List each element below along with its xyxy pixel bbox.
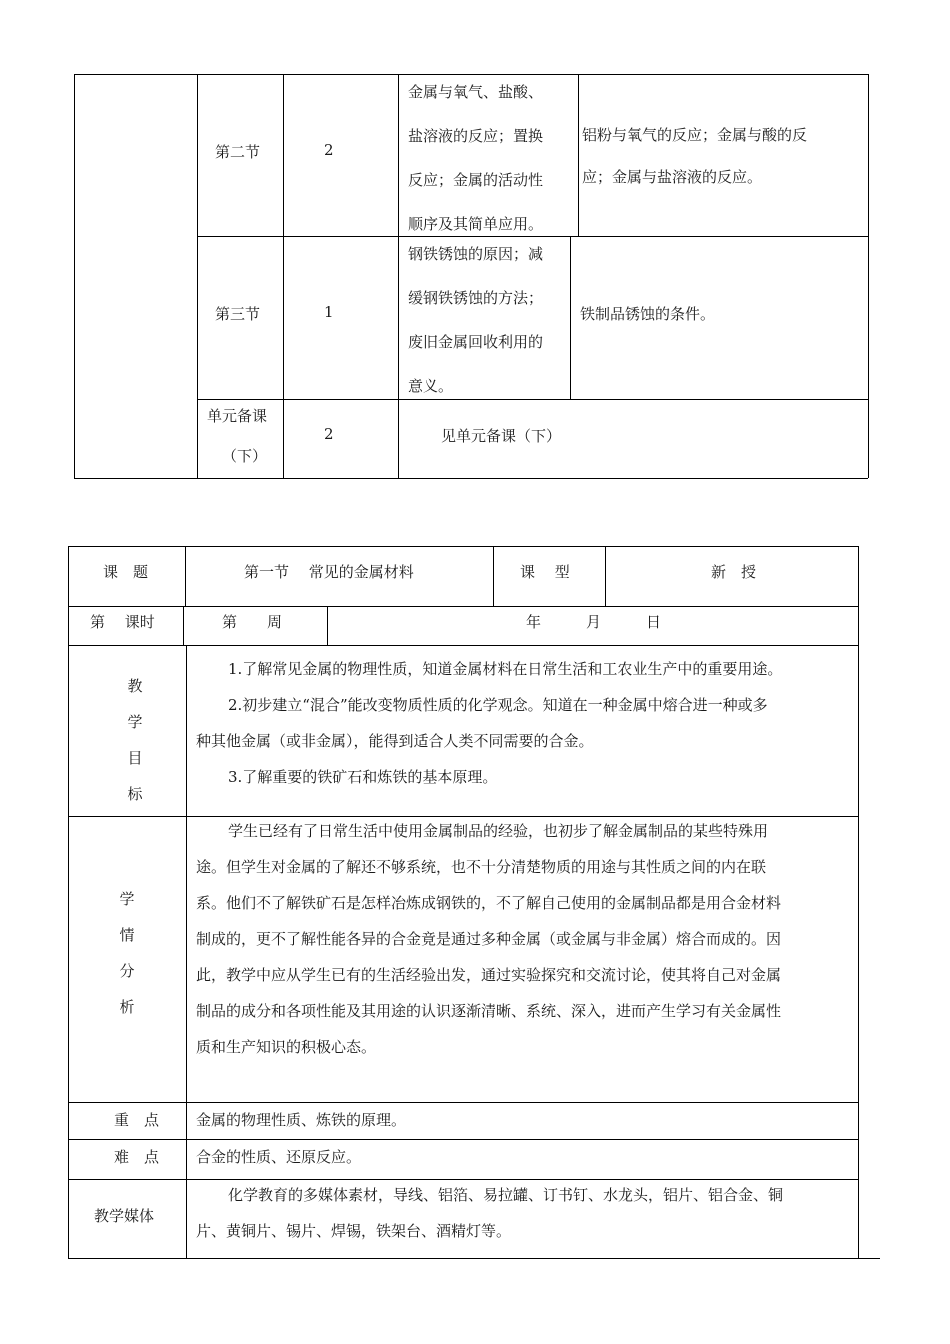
section-content: 钢铁锈蚀的原因；减 缓钢铁锈蚀的方法； 废旧金属回收利用的 意义。 [408,245,544,395]
media-text: 化学教育的多媒体素材，导线、铝箔、易拉罐、订书钉、水龙头，铝片、铝合金、铜 片、黄铜片、锡片、焊锡，铁架台、酒精灯等。 [196,1186,784,1240]
section-hours: 2 [324,425,334,443]
objective-item: 3.了解重要的铁矿石和炼铁的基本原理。 [228,768,498,786]
section-name: 第二节 [215,143,261,161]
key-point-label: 重 点 [114,1111,160,1129]
section-hours: 2 [324,141,334,159]
key-point-value: 金属的物理性质、炼铁的原理。 [196,1111,407,1129]
objectives-list [196,651,782,795]
section-hours: 1 [324,303,334,321]
analysis-label: 学 情 分 析 [119,890,135,1016]
section-experiments: 铁制品锈蚀的条件。 [580,305,716,323]
objective-item: 种其他金属（或非金属），能得到适合人类不同需要的合金。 [196,732,594,750]
objective-item: 2.初步建立“混合”能改变物质性质的化学观念。知道在一种金属中熔合进一种或多 [228,696,768,714]
topic-value: 第一节 常见的金属材料 [244,563,414,581]
difficulty-value: 合金的性质、还原反应。 [196,1148,362,1166]
section-name-sub: （下） [222,447,268,465]
analysis-text: 学生已经有了日常生活中使用金属制品的经验，也初步了解金属制品的某些特殊用 途。但学生对金属的了解还不够系统，也不十分清楚物质的用途与其性质之间的内在联 系。他们不了解铁矿石是怎样冶炼成钢铁的，不了解自己使用的金属制品都是用合金材料 制成的，更不了解性能各异的合金竟是通过多种金属（或金属与非金属）熔合而成的。因 此，教学中应从学生已有的生活经验出发，通过实验探究和交流讨论，使其将自己对金属 制品的成分和各项性能及其用途的认识逐渐清晰、系统、深入，进而产生学习有关金属性 质和生产知识的积极心态。 [196,822,782,1056]
section-name: 单元备课 [207,407,268,425]
lesson-type-label: 课 型 [520,563,570,581]
topic-label: 课 题 [103,563,149,581]
lesson-type-value: 新 授 [711,563,757,581]
objectives-label: 教 学 目 标 [127,677,143,803]
section-name: 第三节 [215,305,261,323]
section-note: 见单元备课（下） [441,427,562,445]
week-label: 第 周 [222,613,283,631]
period-label: 第 课时 [90,613,155,631]
section-experiments: 铝粉与氧气的反应；金属与酸的反 应；金属与盐溶液的反应。 [582,126,808,186]
difficulty-label: 难 点 [114,1148,160,1166]
objective-item: 1.了解常见金属的物理性质，知道金属材料在日常生活和工农业生产中的重要用途。 [228,660,783,678]
section-content: 金属与氧气、盐酸、 盐溶液的反应；置换 反应；金属的活动性 顺序及其简单应用。 [408,83,544,233]
date-label: 年 月 日 [526,613,662,631]
media-label: 教学媒体 [94,1207,155,1225]
